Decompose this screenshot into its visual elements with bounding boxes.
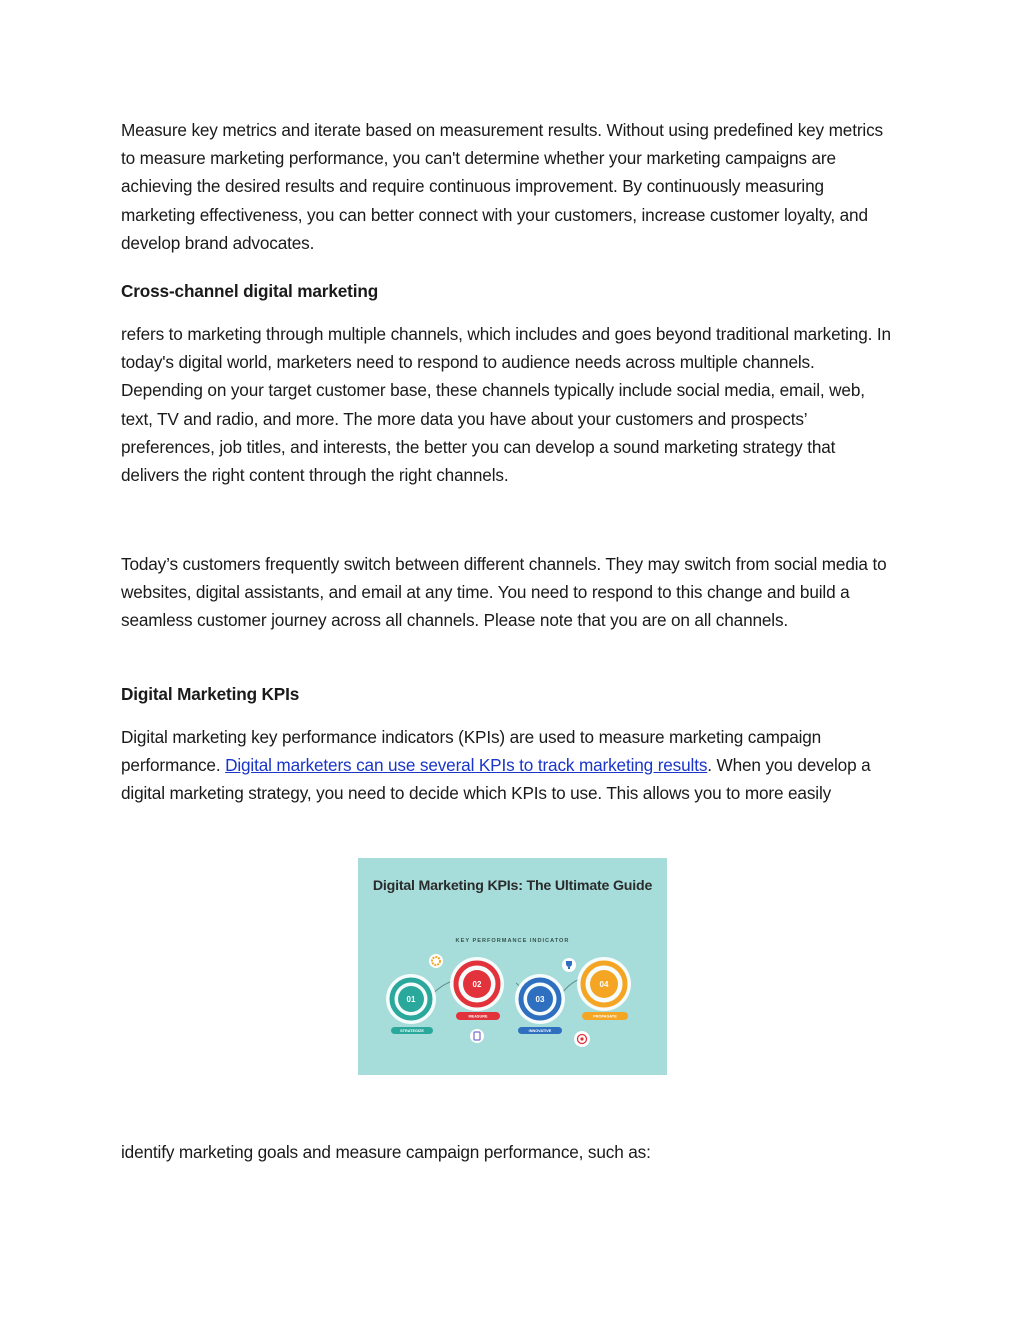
gear-icon — [429, 954, 443, 968]
step-03-label: INNOVATIVE — [528, 1029, 552, 1033]
clipboard-icon — [470, 1029, 484, 1043]
heading-cross-channel: Cross-channel digital marketing — [121, 281, 379, 301]
step-04-label: PROPAGATE — [593, 1014, 617, 1019]
step-02-label: MEASURE — [468, 1014, 488, 1019]
paragraph-kpis-text-before: Digital marketing key performance indicators (KPIs) are used to measure marketing campaign performance. — [121, 727, 822, 776]
paragraph-identify-goals: identify marketing goals and measure campaign performance, such as: — [121, 1142, 651, 1162]
trophy-icon — [562, 958, 576, 972]
step-01-circle — [386, 974, 436, 1024]
figure-title: Digital Marketing KPIs: The Ultimate Guide — [372, 878, 653, 894]
step-03-circle — [515, 974, 565, 1024]
step-03-number: 03 — [535, 995, 545, 1004]
step-04-number: 04 — [599, 980, 609, 989]
target-icon — [574, 1031, 590, 1047]
paragraph-customers-switch: Today’s customers frequently switch between different channels. They may switch from social media to websites, digital assistants, and email at any time. You need to respond to this change and build a seamless customer journey across all channels. Please note that you are on all channels. — [121, 554, 887, 631]
step-02-number: 02 — [472, 980, 482, 989]
kpis-article-link[interactable]: Digital marketers can use several KPIs to track marketing results — [225, 755, 708, 776]
kpi-infographic — [358, 858, 667, 1075]
paragraph-kpis — [121, 723, 896, 808]
paragraph-kpis-text-after: . When you develop a digital marketing strategy, you need to decide which KPIs to use. This allows you to more easily — [121, 755, 871, 804]
figure-subtitle: KEY PERFORMANCE INDICATOR — [455, 938, 570, 944]
step-01-label: STRATEGIZE — [400, 1029, 424, 1033]
heading-digital-kpis: Digital Marketing KPIs — [121, 684, 300, 704]
step-02-circle — [450, 957, 504, 1011]
kpi-guide-image — [358, 858, 667, 1075]
step-01-number: 01 — [406, 995, 416, 1004]
paragraph-measure-metrics: Measure key metrics and iterate based on measurement results. Without using predefined key metrics to measure marketing performance, you can't determine whether your marketing campaigns are achieving the desired results and require continuous improvement. By continuously measuring marketing effectiveness, you can better connect with your customers, increase customer loyalty, and develop brand advocates. — [121, 120, 883, 253]
paragraph-cross-channel: refers to marketing through multiple channels, which includes and goes beyond traditional marketing. In today's digital world, marketers need to respond to audience needs across multiple channels. Depending on your target customer base, these channels typically include social media, email, web, text, TV and radio, and more. The more data you have about your customers and prospects’ preferences, job titles, and interests, the better you can develop a sound marketing strategy that delivers the right content through the right channels. — [121, 324, 891, 486]
step-04-circle — [577, 957, 631, 1011]
